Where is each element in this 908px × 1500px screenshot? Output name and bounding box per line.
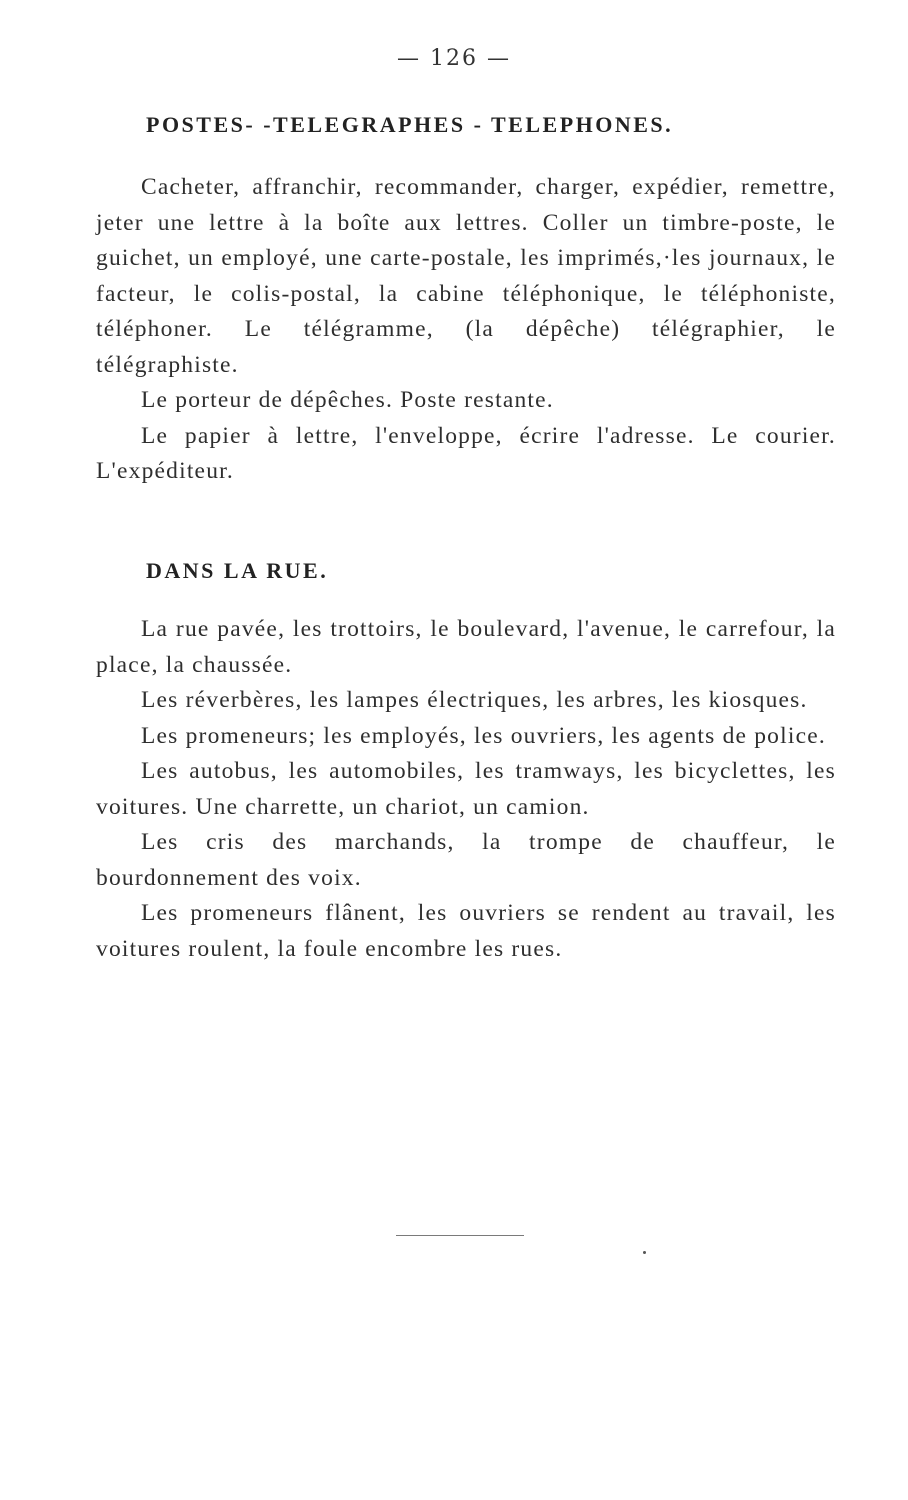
paragraph: Le porteur de dépêches. Poste restante. bbox=[141, 387, 554, 413]
paragraph: Les promeneurs flânent, les ouvriers se rendent au travail, les voitures roulent, la foule encombre les rues. bbox=[96, 900, 836, 962]
section-heading-rue: DANS LA RUE. bbox=[146, 558, 329, 583]
ink-speck bbox=[643, 1251, 646, 1254]
paragraph: Le papier à lettre, l'enveloppe, écrire l'adresse. Le courier. L'expéditeur. bbox=[96, 422, 836, 484]
paragraph: Les cris des marchands, la trompe de chauffeur, le bourdonnement des voix. bbox=[96, 829, 836, 891]
section-rue-body bbox=[96, 612, 836, 967]
paragraph: Cacheter, affranchir, recommander, charger, expédier, remettre, jeter une lettre à la boîte aux lettres. Coller un timbre-poste, le guichet, un employé, une carte-postale, les imprimés,·les journaux, le facteur, le colis-postal, la cabine téléphonique, le téléphoniste, téléphoner. Le télégramme, (la dépêche) télégraphier, le télégraphiste. bbox=[96, 174, 836, 378]
section-postes-body bbox=[96, 170, 836, 490]
end-rule bbox=[396, 1235, 524, 1236]
paragraph: Les autobus, les automobiles, les tramways, les bicyclettes, les voitures. Une charrette, un chariot, un camion. bbox=[96, 758, 836, 820]
page-number: — 126 — bbox=[397, 46, 511, 71]
paragraph: Les promeneurs; les employés, les ouvriers, les agents de police. bbox=[141, 722, 826, 749]
paragraph: La rue pavée, les trottoirs, le boulevard, l'avenue, le carrefour, la place, la chaussée. bbox=[96, 616, 836, 678]
paragraph: Les réverbères, les lampes électriques, les arbres, les kiosques. bbox=[141, 687, 808, 713]
section-heading-postes: POSTES- -TELEGRAPHES - TELEPHONES. bbox=[146, 112, 674, 137]
